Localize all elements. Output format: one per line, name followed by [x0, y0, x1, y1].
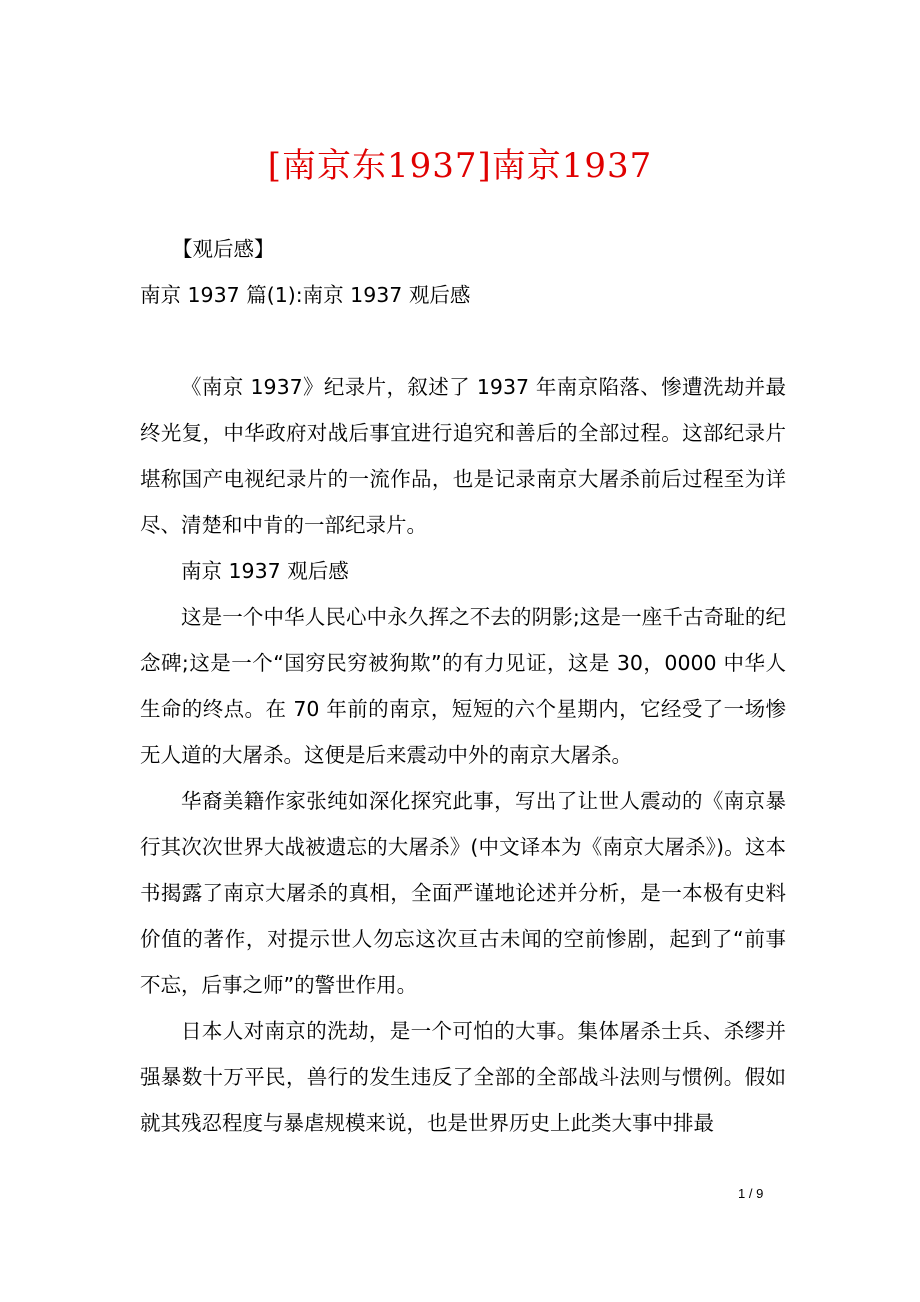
category-tag: 【观后感】 [172, 237, 275, 261]
document-title: [南京东1937]南京1937 [267, 146, 653, 186]
paragraph: 日本人对南京的洗劫，是一个可怕的大事。集体屠杀士兵、杀缪并强暴数十万平民，兽行的发生违反了全部的全部战斗法则与惯例。假如就其残忍程度与暴虐规模来说，也是世界历史上此类大事中排最 [140, 1019, 786, 1135]
document-body [140, 226, 786, 1146]
paragraph-intro: 《南京 1937》纪录片，叙述了 1937 年南京陷落、惨遭洗劫并最终光复，中华政府对战后事宜进行追究和善后的全部过程。这部纪录片堪称国产电视纪录片的一流作品，也是记录南京大屠杀前后过程至为详尽、清楚和中肯的一部纪录片。 [140, 375, 786, 537]
section-heading: 南京 1937 观后感 [181, 559, 349, 583]
page-number: 1 / 9 [738, 1186, 764, 1201]
paragraph: 这是一个中华人民心中永久挥之不去的阴影;这是一座千古奇耻的纪念碑;这是一个“国穷民穷被狗欺”的有力见证，这是 30，0000 中华人生命的终点。在 70 年前的南京，短短的六个星期内，它经受了一场惨无人道的大屠杀。这便是后来震动中外的南京大屠杀。 [140, 605, 786, 767]
document-subtitle: 南京 1937 篇(1):南京 1937 观后感 [140, 283, 471, 307]
paragraph: 华裔美籍作家张纯如深化探究此事，写出了让世人震动的《南京暴行其次次世界大战被遗忘的大屠杀》(中文译本为《南京大屠杀》)。这本书揭露了南京大屠杀的真相，全面严谨地论述并分析，是一本极有史料价值的著作，对提示世人勿忘这次亘古未闻的空前惨剧，起到了“前事不忘，后事之师”的警世作用。 [140, 789, 786, 997]
blank-line [140, 318, 786, 364]
